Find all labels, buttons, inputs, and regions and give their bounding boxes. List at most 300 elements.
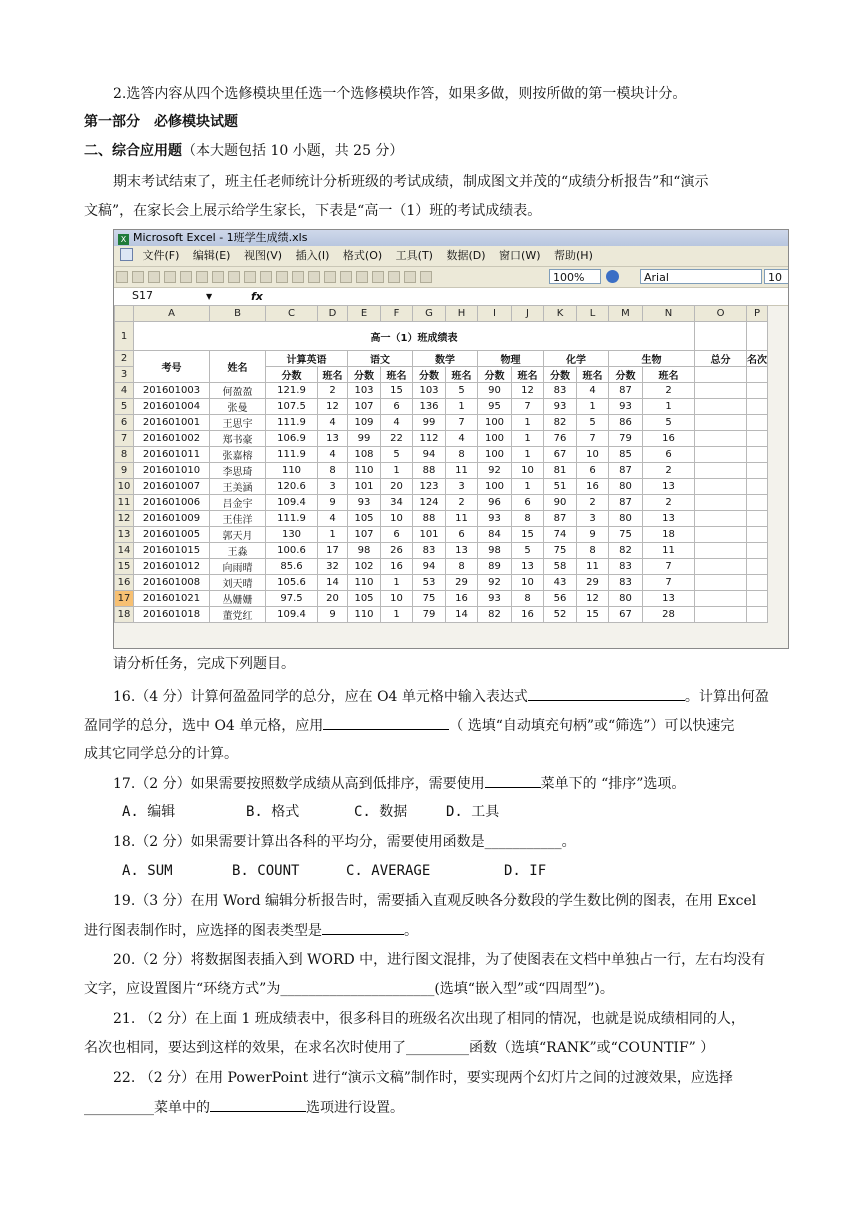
- cell[interactable]: 4: [577, 383, 609, 399]
- cell[interactable]: 102: [348, 559, 381, 575]
- cell[interactable]: 5: [643, 415, 695, 431]
- column-header[interactable]: K: [544, 306, 577, 322]
- cell[interactable]: 100: [478, 431, 512, 447]
- cell[interactable]: 7: [512, 399, 544, 415]
- row-header[interactable]: 3: [115, 367, 134, 383]
- cell[interactable]: 109.4: [266, 607, 318, 623]
- cell[interactable]: [695, 543, 747, 559]
- row-header[interactable]: 12: [115, 511, 134, 527]
- cell[interactable]: 7: [643, 559, 695, 575]
- row-header[interactable]: 6: [115, 415, 134, 431]
- open-icon[interactable]: [132, 271, 144, 283]
- cell[interactable]: 120.6: [266, 479, 318, 495]
- cell[interactable]: 6: [381, 399, 413, 415]
- cell[interactable]: [695, 607, 747, 623]
- cell[interactable]: 9: [318, 607, 348, 623]
- menu-view[interactable]: 视图(V): [243, 249, 283, 262]
- header-score[interactable]: 分数: [348, 367, 381, 383]
- cell[interactable]: 95: [478, 399, 512, 415]
- cell[interactable]: 88: [413, 511, 446, 527]
- q17-blank[interactable]: [485, 773, 541, 788]
- cell[interactable]: 1: [381, 607, 413, 623]
- cell[interactable]: 93: [609, 399, 643, 415]
- row-header[interactable]: 1: [115, 322, 134, 351]
- q16-blank-2[interactable]: [323, 715, 449, 730]
- format-painter-icon[interactable]: [292, 271, 304, 283]
- cell[interactable]: [747, 607, 768, 623]
- menu-insert[interactable]: 插入(I): [295, 249, 330, 262]
- cell[interactable]: [747, 511, 768, 527]
- cell[interactable]: 王淼: [210, 543, 266, 559]
- column-header[interactable]: P: [747, 306, 768, 322]
- cell[interactable]: 6: [577, 463, 609, 479]
- sheet-title-cell[interactable]: 高一（1）班成绩表: [134, 322, 695, 351]
- q22-blank-1[interactable]: __________: [84, 1100, 154, 1116]
- cell[interactable]: 80: [609, 479, 643, 495]
- cell[interactable]: 17: [318, 543, 348, 559]
- cell[interactable]: 5: [577, 415, 609, 431]
- cell[interactable]: 92: [478, 463, 512, 479]
- cell[interactable]: 郭天月: [210, 527, 266, 543]
- row-header[interactable]: 14: [115, 543, 134, 559]
- cell[interactable]: 8: [446, 559, 478, 575]
- menu-edit[interactable]: 编辑(E): [192, 249, 231, 262]
- column-header[interactable]: I: [478, 306, 512, 322]
- cell[interactable]: 29: [446, 575, 478, 591]
- cell[interactable]: 106.9: [266, 431, 318, 447]
- cell[interactable]: 1: [512, 479, 544, 495]
- cell[interactable]: 5: [512, 543, 544, 559]
- header-class-rank[interactable]: 班名: [512, 367, 544, 383]
- cell[interactable]: 28: [643, 607, 695, 623]
- select-all-corner[interactable]: [115, 306, 134, 322]
- cell[interactable]: 92: [478, 575, 512, 591]
- cell[interactable]: 2: [318, 383, 348, 399]
- cell[interactable]: 14: [446, 607, 478, 623]
- cell[interactable]: 16: [577, 479, 609, 495]
- cell[interactable]: [695, 559, 747, 575]
- cell[interactable]: [695, 527, 747, 543]
- cell[interactable]: 83: [413, 543, 446, 559]
- cell[interactable]: 吕金宇: [210, 495, 266, 511]
- cell[interactable]: 124: [413, 495, 446, 511]
- cell[interactable]: 1: [512, 431, 544, 447]
- cell[interactable]: 刘天晴: [210, 575, 266, 591]
- cell[interactable]: 16: [643, 431, 695, 447]
- header-score[interactable]: 分数: [266, 367, 318, 383]
- cell[interactable]: 123: [413, 479, 446, 495]
- cell[interactable]: 98: [478, 543, 512, 559]
- header-rank[interactable]: 名次: [747, 351, 768, 367]
- cell[interactable]: 3: [577, 511, 609, 527]
- cell[interactable]: [695, 511, 747, 527]
- cell[interactable]: 4: [318, 447, 348, 463]
- cell[interactable]: 201601010: [134, 463, 210, 479]
- header-kaohao[interactable]: 考号: [134, 351, 210, 383]
- cell[interactable]: 15: [381, 383, 413, 399]
- cell[interactable]: 201601009: [134, 511, 210, 527]
- cell[interactable]: 52: [544, 607, 577, 623]
- cell[interactable]: 201601004: [134, 399, 210, 415]
- cell[interactable]: 201601011: [134, 447, 210, 463]
- cell[interactable]: 96: [478, 495, 512, 511]
- cell[interactable]: 110: [348, 607, 381, 623]
- cell[interactable]: 110: [348, 575, 381, 591]
- header-subject[interactable]: 生物: [609, 351, 695, 367]
- cell[interactable]: 向雨晴: [210, 559, 266, 575]
- header-subject[interactable]: 物理: [478, 351, 544, 367]
- cell[interactable]: 201601003: [134, 383, 210, 399]
- cell[interactable]: 93: [478, 591, 512, 607]
- cell[interactable]: [695, 367, 747, 383]
- cell[interactable]: 12: [318, 399, 348, 415]
- row-header[interactable]: 5: [115, 399, 134, 415]
- cell[interactable]: 6: [643, 447, 695, 463]
- cell[interactable]: 12: [577, 591, 609, 607]
- column-header[interactable]: L: [577, 306, 609, 322]
- cell[interactable]: 14: [318, 575, 348, 591]
- cell[interactable]: 53: [413, 575, 446, 591]
- cell[interactable]: 16: [512, 607, 544, 623]
- cell[interactable]: 87: [544, 511, 577, 527]
- cell[interactable]: [747, 559, 768, 575]
- cell[interactable]: 13: [643, 479, 695, 495]
- cell[interactable]: 8: [512, 591, 544, 607]
- cell[interactable]: 6: [381, 527, 413, 543]
- cell[interactable]: 100: [478, 479, 512, 495]
- cell[interactable]: [695, 322, 747, 351]
- cell[interactable]: [747, 575, 768, 591]
- cell[interactable]: 201601008: [134, 575, 210, 591]
- cell[interactable]: 105: [348, 591, 381, 607]
- chart-wizard-icon[interactable]: [404, 271, 416, 283]
- copy-icon[interactable]: [260, 271, 272, 283]
- cell[interactable]: 15: [577, 607, 609, 623]
- cell[interactable]: 75: [544, 543, 577, 559]
- cell[interactable]: 3: [318, 479, 348, 495]
- cell[interactable]: [695, 495, 747, 511]
- cell[interactable]: 郑书豪: [210, 431, 266, 447]
- new-icon[interactable]: [116, 271, 128, 283]
- cell[interactable]: 130: [266, 527, 318, 543]
- cell[interactable]: 99: [348, 431, 381, 447]
- row-header[interactable]: 9: [115, 463, 134, 479]
- cell[interactable]: 20: [318, 591, 348, 607]
- column-header[interactable]: J: [512, 306, 544, 322]
- cell[interactable]: 张曼: [210, 399, 266, 415]
- row-header[interactable]: 8: [115, 447, 134, 463]
- cell[interactable]: [747, 322, 768, 351]
- cell[interactable]: 201601018: [134, 607, 210, 623]
- q16-blank-1[interactable]: [528, 686, 685, 701]
- cell[interactable]: 105: [348, 511, 381, 527]
- cell[interactable]: 201601005: [134, 527, 210, 543]
- cell[interactable]: 107: [348, 527, 381, 543]
- menu-window[interactable]: 窗口(W): [499, 249, 541, 262]
- cell[interactable]: 110: [348, 463, 381, 479]
- cell[interactable]: 88: [413, 463, 446, 479]
- cell[interactable]: 101: [348, 479, 381, 495]
- cell[interactable]: 13: [643, 591, 695, 607]
- cell[interactable]: 1: [381, 463, 413, 479]
- cell[interactable]: 王美涵: [210, 479, 266, 495]
- header-class-rank[interactable]: 班名: [381, 367, 413, 383]
- cell[interactable]: [695, 399, 747, 415]
- redo-icon[interactable]: [324, 271, 336, 283]
- cell[interactable]: 5: [381, 447, 413, 463]
- hyperlink-icon[interactable]: [340, 271, 352, 283]
- cell[interactable]: 83: [609, 575, 643, 591]
- cell[interactable]: 107: [348, 399, 381, 415]
- cell[interactable]: 5: [446, 383, 478, 399]
- cell[interactable]: [695, 383, 747, 399]
- cell[interactable]: 90: [544, 495, 577, 511]
- column-header[interactable]: G: [413, 306, 446, 322]
- row-header[interactable]: 11: [115, 495, 134, 511]
- cell[interactable]: 97.5: [266, 591, 318, 607]
- cell[interactable]: 80: [609, 591, 643, 607]
- cell[interactable]: 100: [478, 447, 512, 463]
- cell[interactable]: 136: [413, 399, 446, 415]
- row-header[interactable]: 16: [115, 575, 134, 591]
- cell[interactable]: 2: [446, 495, 478, 511]
- row-header[interactable]: 4: [115, 383, 134, 399]
- undo-icon[interactable]: [308, 271, 320, 283]
- cell[interactable]: 丛姗姗: [210, 591, 266, 607]
- cell[interactable]: 93: [478, 511, 512, 527]
- cell[interactable]: 121.9: [266, 383, 318, 399]
- zoom-select[interactable]: 100%: [549, 269, 601, 284]
- cell[interactable]: 22: [381, 431, 413, 447]
- cell[interactable]: 26: [381, 543, 413, 559]
- doc-icon[interactable]: [120, 248, 133, 261]
- cut-icon[interactable]: [244, 271, 256, 283]
- q22-blank-2[interactable]: [210, 1097, 306, 1112]
- cell[interactable]: 4: [318, 511, 348, 527]
- print-icon[interactable]: [180, 271, 192, 283]
- cell[interactable]: 67: [609, 607, 643, 623]
- cell[interactable]: 82: [544, 415, 577, 431]
- cell[interactable]: [747, 415, 768, 431]
- cell[interactable]: 13: [318, 431, 348, 447]
- row-header[interactable]: 17: [115, 591, 134, 607]
- sort-asc-icon[interactable]: [372, 271, 384, 283]
- header-subject[interactable]: 计算英语: [266, 351, 348, 367]
- help-icon[interactable]: [606, 270, 619, 283]
- cell[interactable]: 103: [413, 383, 446, 399]
- cell[interactable]: 94: [413, 447, 446, 463]
- cell[interactable]: 80: [609, 511, 643, 527]
- column-header[interactable]: F: [381, 306, 413, 322]
- cell[interactable]: [747, 527, 768, 543]
- cell[interactable]: 107.5: [266, 399, 318, 415]
- q18-blank[interactable]: ___________: [484, 834, 562, 850]
- header-subject[interactable]: 化学: [544, 351, 609, 367]
- cell[interactable]: [695, 575, 747, 591]
- cell[interactable]: 83: [609, 559, 643, 575]
- cell[interactable]: 11: [577, 559, 609, 575]
- menu-file[interactable]: 文件(F): [142, 249, 180, 262]
- font-select[interactable]: Arial: [640, 269, 762, 284]
- cell[interactable]: 76: [544, 431, 577, 447]
- cell[interactable]: 85.6: [266, 559, 318, 575]
- cell[interactable]: 201601015: [134, 543, 210, 559]
- cell[interactable]: 王思宇: [210, 415, 266, 431]
- column-header[interactable]: N: [643, 306, 695, 322]
- cell[interactable]: 11: [446, 463, 478, 479]
- cell[interactable]: 103: [348, 383, 381, 399]
- cell[interactable]: 10: [381, 511, 413, 527]
- cell[interactable]: 1: [512, 415, 544, 431]
- header-score[interactable]: 分数: [478, 367, 512, 383]
- cell[interactable]: 8: [446, 447, 478, 463]
- cell[interactable]: 12: [512, 383, 544, 399]
- cell[interactable]: 32: [318, 559, 348, 575]
- cell[interactable]: [747, 463, 768, 479]
- cell[interactable]: 79: [609, 431, 643, 447]
- row-header[interactable]: 2: [115, 351, 134, 367]
- cell[interactable]: 13: [643, 511, 695, 527]
- cell[interactable]: 13: [446, 543, 478, 559]
- cell[interactable]: 201601001: [134, 415, 210, 431]
- cell[interactable]: 201601006: [134, 495, 210, 511]
- cell[interactable]: 43: [544, 575, 577, 591]
- drawing-icon[interactable]: [420, 271, 432, 283]
- menu-help[interactable]: 帮助(H): [554, 249, 593, 262]
- cell[interactable]: 6: [446, 527, 478, 543]
- header-score[interactable]: 分数: [544, 367, 577, 383]
- header-class-rank[interactable]: 班名: [446, 367, 478, 383]
- cell[interactable]: 2: [643, 495, 695, 511]
- column-header[interactable]: C: [266, 306, 318, 322]
- cell[interactable]: 75: [413, 591, 446, 607]
- cell[interactable]: 3: [446, 479, 478, 495]
- menu-tools[interactable]: 工具(T): [395, 249, 433, 262]
- cell[interactable]: 84: [478, 527, 512, 543]
- cell[interactable]: 8: [318, 463, 348, 479]
- cell[interactable]: [695, 463, 747, 479]
- cell[interactable]: 9: [577, 527, 609, 543]
- cell[interactable]: 4: [446, 431, 478, 447]
- cell[interactable]: 87: [609, 495, 643, 511]
- cell[interactable]: 201601002: [134, 431, 210, 447]
- cell[interactable]: 1: [643, 399, 695, 415]
- menu-data[interactable]: 数据(D): [446, 249, 486, 262]
- menu-format[interactable]: 格式(O): [342, 249, 383, 262]
- cell[interactable]: [747, 447, 768, 463]
- cell[interactable]: 7: [446, 415, 478, 431]
- research-icon[interactable]: [228, 271, 240, 283]
- cell[interactable]: 111.9: [266, 511, 318, 527]
- cell[interactable]: 10: [512, 463, 544, 479]
- cell[interactable]: 98: [348, 543, 381, 559]
- cell[interactable]: 李思琦: [210, 463, 266, 479]
- cell[interactable]: 93: [348, 495, 381, 511]
- q20-blank[interactable]: ______________________: [280, 981, 435, 997]
- cell[interactable]: 108: [348, 447, 381, 463]
- cell[interactable]: 8: [512, 511, 544, 527]
- spelling-icon[interactable]: [212, 271, 224, 283]
- autosum-icon[interactable]: [356, 271, 368, 283]
- cell[interactable]: [695, 431, 747, 447]
- cell[interactable]: 110: [266, 463, 318, 479]
- cell[interactable]: 201601012: [134, 559, 210, 575]
- header-class-rank[interactable]: 班名: [643, 367, 695, 383]
- cell[interactable]: 51: [544, 479, 577, 495]
- header-subject[interactable]: 数学: [413, 351, 478, 367]
- name-box[interactable]: S17: [132, 289, 153, 302]
- cell[interactable]: 7: [643, 575, 695, 591]
- cell[interactable]: 82: [609, 543, 643, 559]
- cell[interactable]: 2: [643, 463, 695, 479]
- cell[interactable]: 89: [478, 559, 512, 575]
- cell[interactable]: 83: [544, 383, 577, 399]
- namebox-dropdown-icon[interactable]: ▼: [206, 292, 213, 301]
- cell[interactable]: 18: [643, 527, 695, 543]
- cell[interactable]: 111.9: [266, 447, 318, 463]
- cell[interactable]: [695, 479, 747, 495]
- cell[interactable]: 81: [544, 463, 577, 479]
- cell[interactable]: 67: [544, 447, 577, 463]
- header-class-rank[interactable]: 班名: [577, 367, 609, 383]
- cell[interactable]: [747, 431, 768, 447]
- header-name[interactable]: 姓名: [210, 351, 266, 383]
- column-header[interactable]: B: [210, 306, 266, 322]
- header-subject[interactable]: 语文: [348, 351, 413, 367]
- cell[interactable]: [747, 383, 768, 399]
- cell[interactable]: 109: [348, 415, 381, 431]
- cell[interactable]: [695, 447, 747, 463]
- cell[interactable]: 10: [577, 447, 609, 463]
- cell[interactable]: 112: [413, 431, 446, 447]
- q21-blank[interactable]: _________: [406, 1040, 469, 1056]
- cell[interactable]: 11: [446, 511, 478, 527]
- cell[interactable]: 10: [381, 591, 413, 607]
- cell[interactable]: [747, 495, 768, 511]
- sort-desc-icon[interactable]: [388, 271, 400, 283]
- cell[interactable]: 1: [446, 399, 478, 415]
- header-score[interactable]: 分数: [413, 367, 446, 383]
- column-header[interactable]: A: [134, 306, 210, 322]
- cell[interactable]: 101: [413, 527, 446, 543]
- cell[interactable]: 109.4: [266, 495, 318, 511]
- cell[interactable]: 87: [609, 383, 643, 399]
- cell[interactable]: 10: [512, 575, 544, 591]
- cell[interactable]: 90: [478, 383, 512, 399]
- cell[interactable]: 16: [446, 591, 478, 607]
- header-total[interactable]: 总分: [695, 351, 747, 367]
- cell[interactable]: [747, 479, 768, 495]
- cell[interactable]: 85: [609, 447, 643, 463]
- column-header[interactable]: H: [446, 306, 478, 322]
- cell[interactable]: 13: [512, 559, 544, 575]
- row-header[interactable]: 15: [115, 559, 134, 575]
- cell[interactable]: 94: [413, 559, 446, 575]
- cell[interactable]: 20: [381, 479, 413, 495]
- header-class-rank[interactable]: 班名: [318, 367, 348, 383]
- cell[interactable]: [695, 591, 747, 607]
- cell[interactable]: 111.9: [266, 415, 318, 431]
- cell[interactable]: 75: [609, 527, 643, 543]
- cell[interactable]: 201601007: [134, 479, 210, 495]
- cell[interactable]: 100.6: [266, 543, 318, 559]
- column-header[interactable]: M: [609, 306, 643, 322]
- cell[interactable]: 79: [413, 607, 446, 623]
- cell[interactable]: 董党红: [210, 607, 266, 623]
- cell[interactable]: [695, 415, 747, 431]
- cell[interactable]: 201601021: [134, 591, 210, 607]
- cell[interactable]: [747, 591, 768, 607]
